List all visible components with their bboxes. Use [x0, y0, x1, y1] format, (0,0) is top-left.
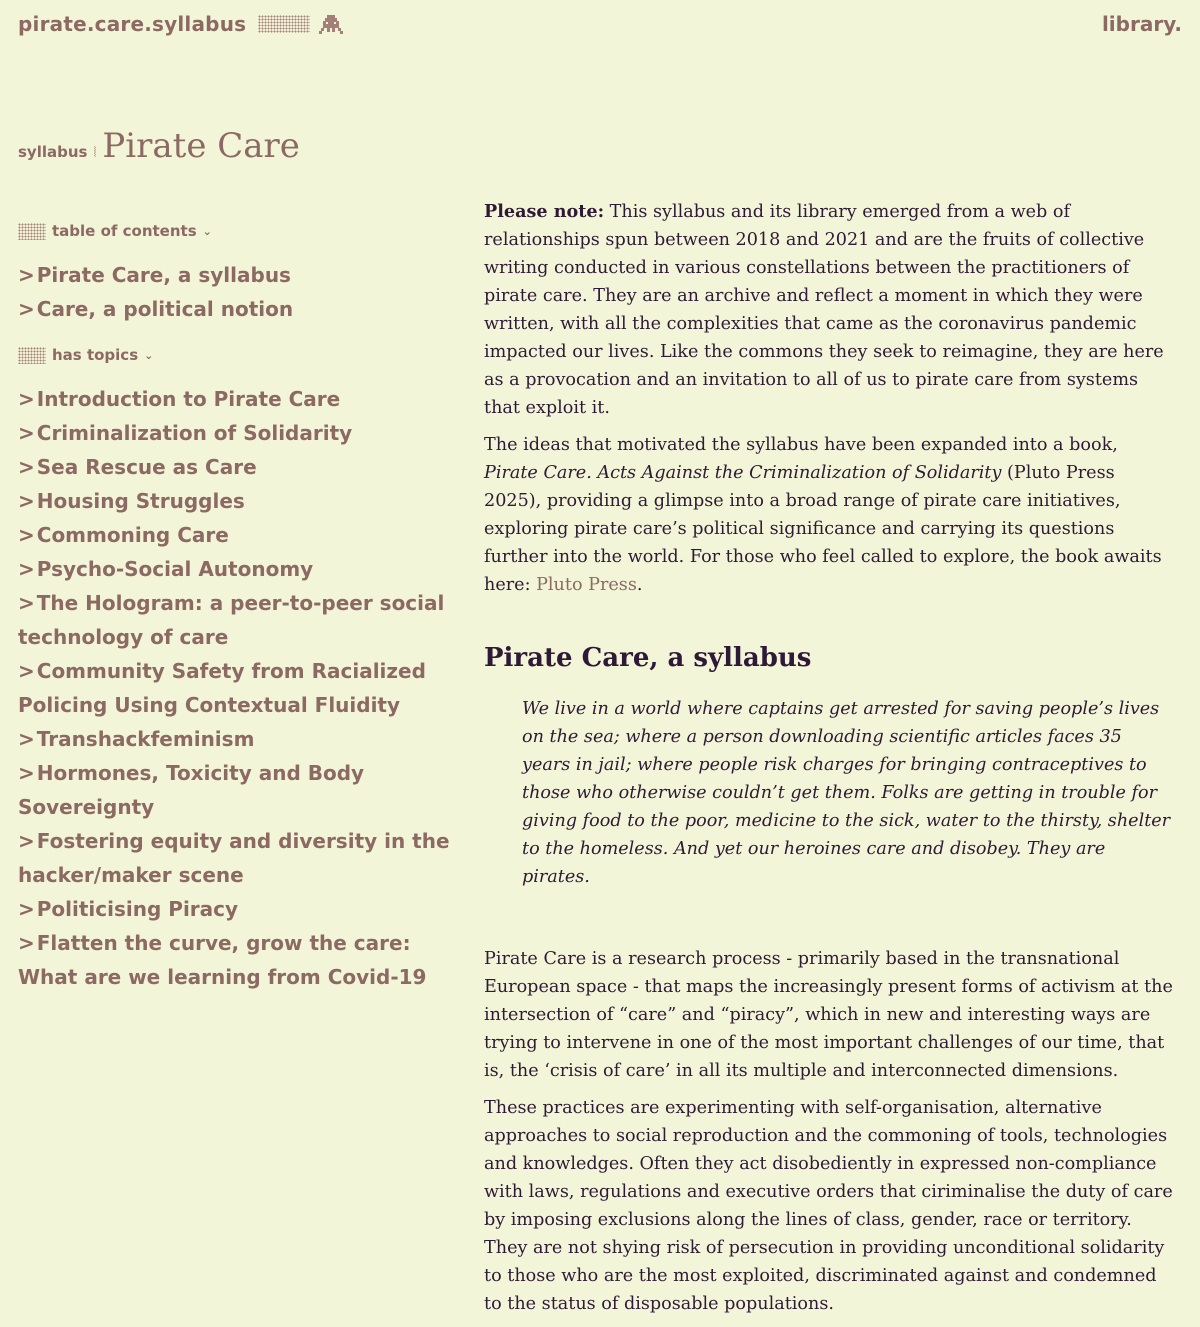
toc-item[interactable]: [18, 258, 458, 292]
syllabus-label: syllabus: [18, 143, 88, 161]
toc-item-label: Care, a political notion: [36, 297, 294, 321]
separator-icon: ⦚: [93, 145, 97, 161]
dot-grid-icon: [258, 15, 310, 33]
chevron-down-icon: ⌄: [202, 224, 212, 238]
topic-item[interactable]: [18, 450, 458, 484]
topic-item-label: Introduction to Pirate Care: [36, 387, 341, 411]
topic-item[interactable]: [18, 518, 458, 552]
topic-item-label: Flatten the curve, grow the care: What are we learning from Covid-19: [18, 931, 427, 989]
chevron-right-icon: >: [18, 297, 35, 321]
topic-item[interactable]: [18, 586, 458, 654]
main-content: [484, 198, 1174, 1327]
toc-heading: table of contents: [52, 222, 197, 240]
chevron-right-icon: >: [18, 659, 35, 683]
toc-list: [18, 258, 458, 326]
topic-item-label: Transhackfeminism: [36, 727, 255, 751]
chevron-right-icon: >: [18, 455, 35, 479]
pluto-press-link[interactable]: Pluto Press: [536, 575, 637, 595]
topic-item-label: Criminalization of Solidarity: [36, 421, 353, 445]
note-paragraph: [484, 198, 1174, 422]
topic-item-label: Housing Struggles: [36, 489, 245, 513]
note-label: Please note:: [484, 201, 605, 222]
library-link[interactable]: library.: [1101, 12, 1182, 36]
topic-item-label: Politicising Piracy: [36, 897, 239, 921]
toc-item[interactable]: [18, 292, 458, 326]
dot-grid-icon: [18, 347, 46, 364]
sidebar: [18, 218, 458, 1010]
topic-item-label: The Hologram: a peer-to-peer social technology of care: [18, 591, 445, 649]
syllabus-name: Pirate Care: [102, 126, 300, 166]
book-paragraph: [484, 431, 1174, 599]
site-brand[interactable]: [18, 12, 344, 36]
topic-item-label: Commoning Care: [36, 523, 229, 547]
body-paragraph: These practices are experimenting with self-organisation, alternative approaches to social reproduction and the commoning of tools, technologies and knowledges. Often they act disobediently in expressed non-compliance with laws, regulations and executive orders that ciriminalise the duty of care by imposing exclusions along the lines of class, gender, race or territory. They are not shying risk of persecution in providing unconditional solidarity to those who are the most exploited, discriminated against and condemned to the status of disposable populations.: [484, 1098, 1173, 1314]
topic-item-label: Fostering equity and diversity in the hacker/maker scene: [18, 829, 450, 887]
topics-list: [18, 382, 458, 994]
topic-item[interactable]: [18, 416, 458, 450]
toc-item-label: Pirate Care, a syllabus: [36, 263, 291, 287]
chevron-right-icon: >: [18, 727, 35, 751]
topic-item[interactable]: [18, 382, 458, 416]
chevron-right-icon: >: [18, 761, 35, 785]
body-paragraph: Pirate Care is a research process - primarily based in the transnational European space - that maps the increasingly present forms of activism at the intersection of “care” and “piracy”, which in new and interesting ways are trying to intervene in one of the most important challenges of our time, that is, the ‘crisis of care’ in all its multiple and interconnected dimensions.: [484, 949, 1173, 1081]
chevron-right-icon: >: [18, 557, 35, 581]
topic-item[interactable]: [18, 654, 458, 722]
chevron-right-icon: >: [18, 489, 35, 513]
book-intro: The ideas that motivated the syllabus have been expanded into a book,: [484, 435, 1118, 455]
topic-item[interactable]: [18, 756, 458, 824]
chevron-right-icon: >: [18, 421, 35, 445]
site-brand-label: pirate.care.syllabus: [18, 12, 247, 36]
chevron-right-icon: >: [18, 523, 35, 547]
chevron-right-icon: >: [18, 387, 35, 411]
chevron-right-icon: >: [18, 931, 35, 955]
book-description: (Pluto Press 2025), providing a glimpse into a broad range of pirate care initiatives, exploring pirate care’s political significance and carrying its questions further into the world. For those who feel called to explore, the book awaits here:: [484, 463, 1162, 595]
chevron-right-icon: >: [18, 897, 35, 921]
page-title: [18, 126, 300, 166]
bug-icon: [318, 13, 344, 35]
topic-item[interactable]: [18, 892, 458, 926]
topic-item-label: Sea Rescue as Care: [36, 455, 257, 479]
chevron-right-icon: >: [18, 829, 35, 853]
topic-item[interactable]: [18, 552, 458, 586]
chevron-right-icon: >: [18, 263, 35, 287]
note-text: This syllabus and its library emerged from a web of relationships spun between 2018 and 2021 and are the fruits of collective writing conducted in various constellations between the practitioners of pirate care. They are an archive and reflect a moment in which they were written, with all the complexities that came as the coronavirus pandemic impacted our lives. Like the commons they seek to reimagine, they are here as a provocation and an invitation to all of us to pirate care from systems that exploit it.: [484, 202, 1164, 418]
topic-item[interactable]: [18, 722, 458, 756]
section-heading: Pirate Care, a syllabus: [484, 643, 812, 673]
toc-toggle[interactable]: [18, 218, 458, 244]
topic-item[interactable]: [18, 926, 458, 994]
topics-heading: has topics: [52, 346, 139, 364]
book-title: Pirate Care. Acts Against the Criminalization of Solidarity: [484, 463, 1002, 483]
chevron-down-icon: ⌄: [144, 348, 154, 362]
topic-item[interactable]: [18, 484, 458, 518]
topic-item-label: Hormones, Toxicity and Body Sovereignty: [18, 761, 365, 819]
intro-quote: We live in a world where captains get arrested for saving people’s lives on the sea; where a person downloading scientific articles faces 35 years in jail; where people risk charges for bringing contraceptives to those who otherwise couldn’t get them. Folks are getting in trouble for giving food to the poor, medicine to the sick, water to the thirsty, shelter to the homeless. And yet our heroines care and disobey. They are pirates.: [522, 699, 1171, 887]
topic-item-label: Community Safety from Racialized Policing Using Contextual Fluidity: [18, 659, 426, 717]
chevron-right-icon: >: [18, 591, 35, 615]
topic-item-label: Psycho-Social Autonomy: [36, 557, 314, 581]
book-end: .: [636, 575, 643, 595]
dot-grid-icon: [18, 223, 46, 240]
topics-toggle[interactable]: [18, 342, 458, 368]
topic-item[interactable]: [18, 824, 458, 892]
